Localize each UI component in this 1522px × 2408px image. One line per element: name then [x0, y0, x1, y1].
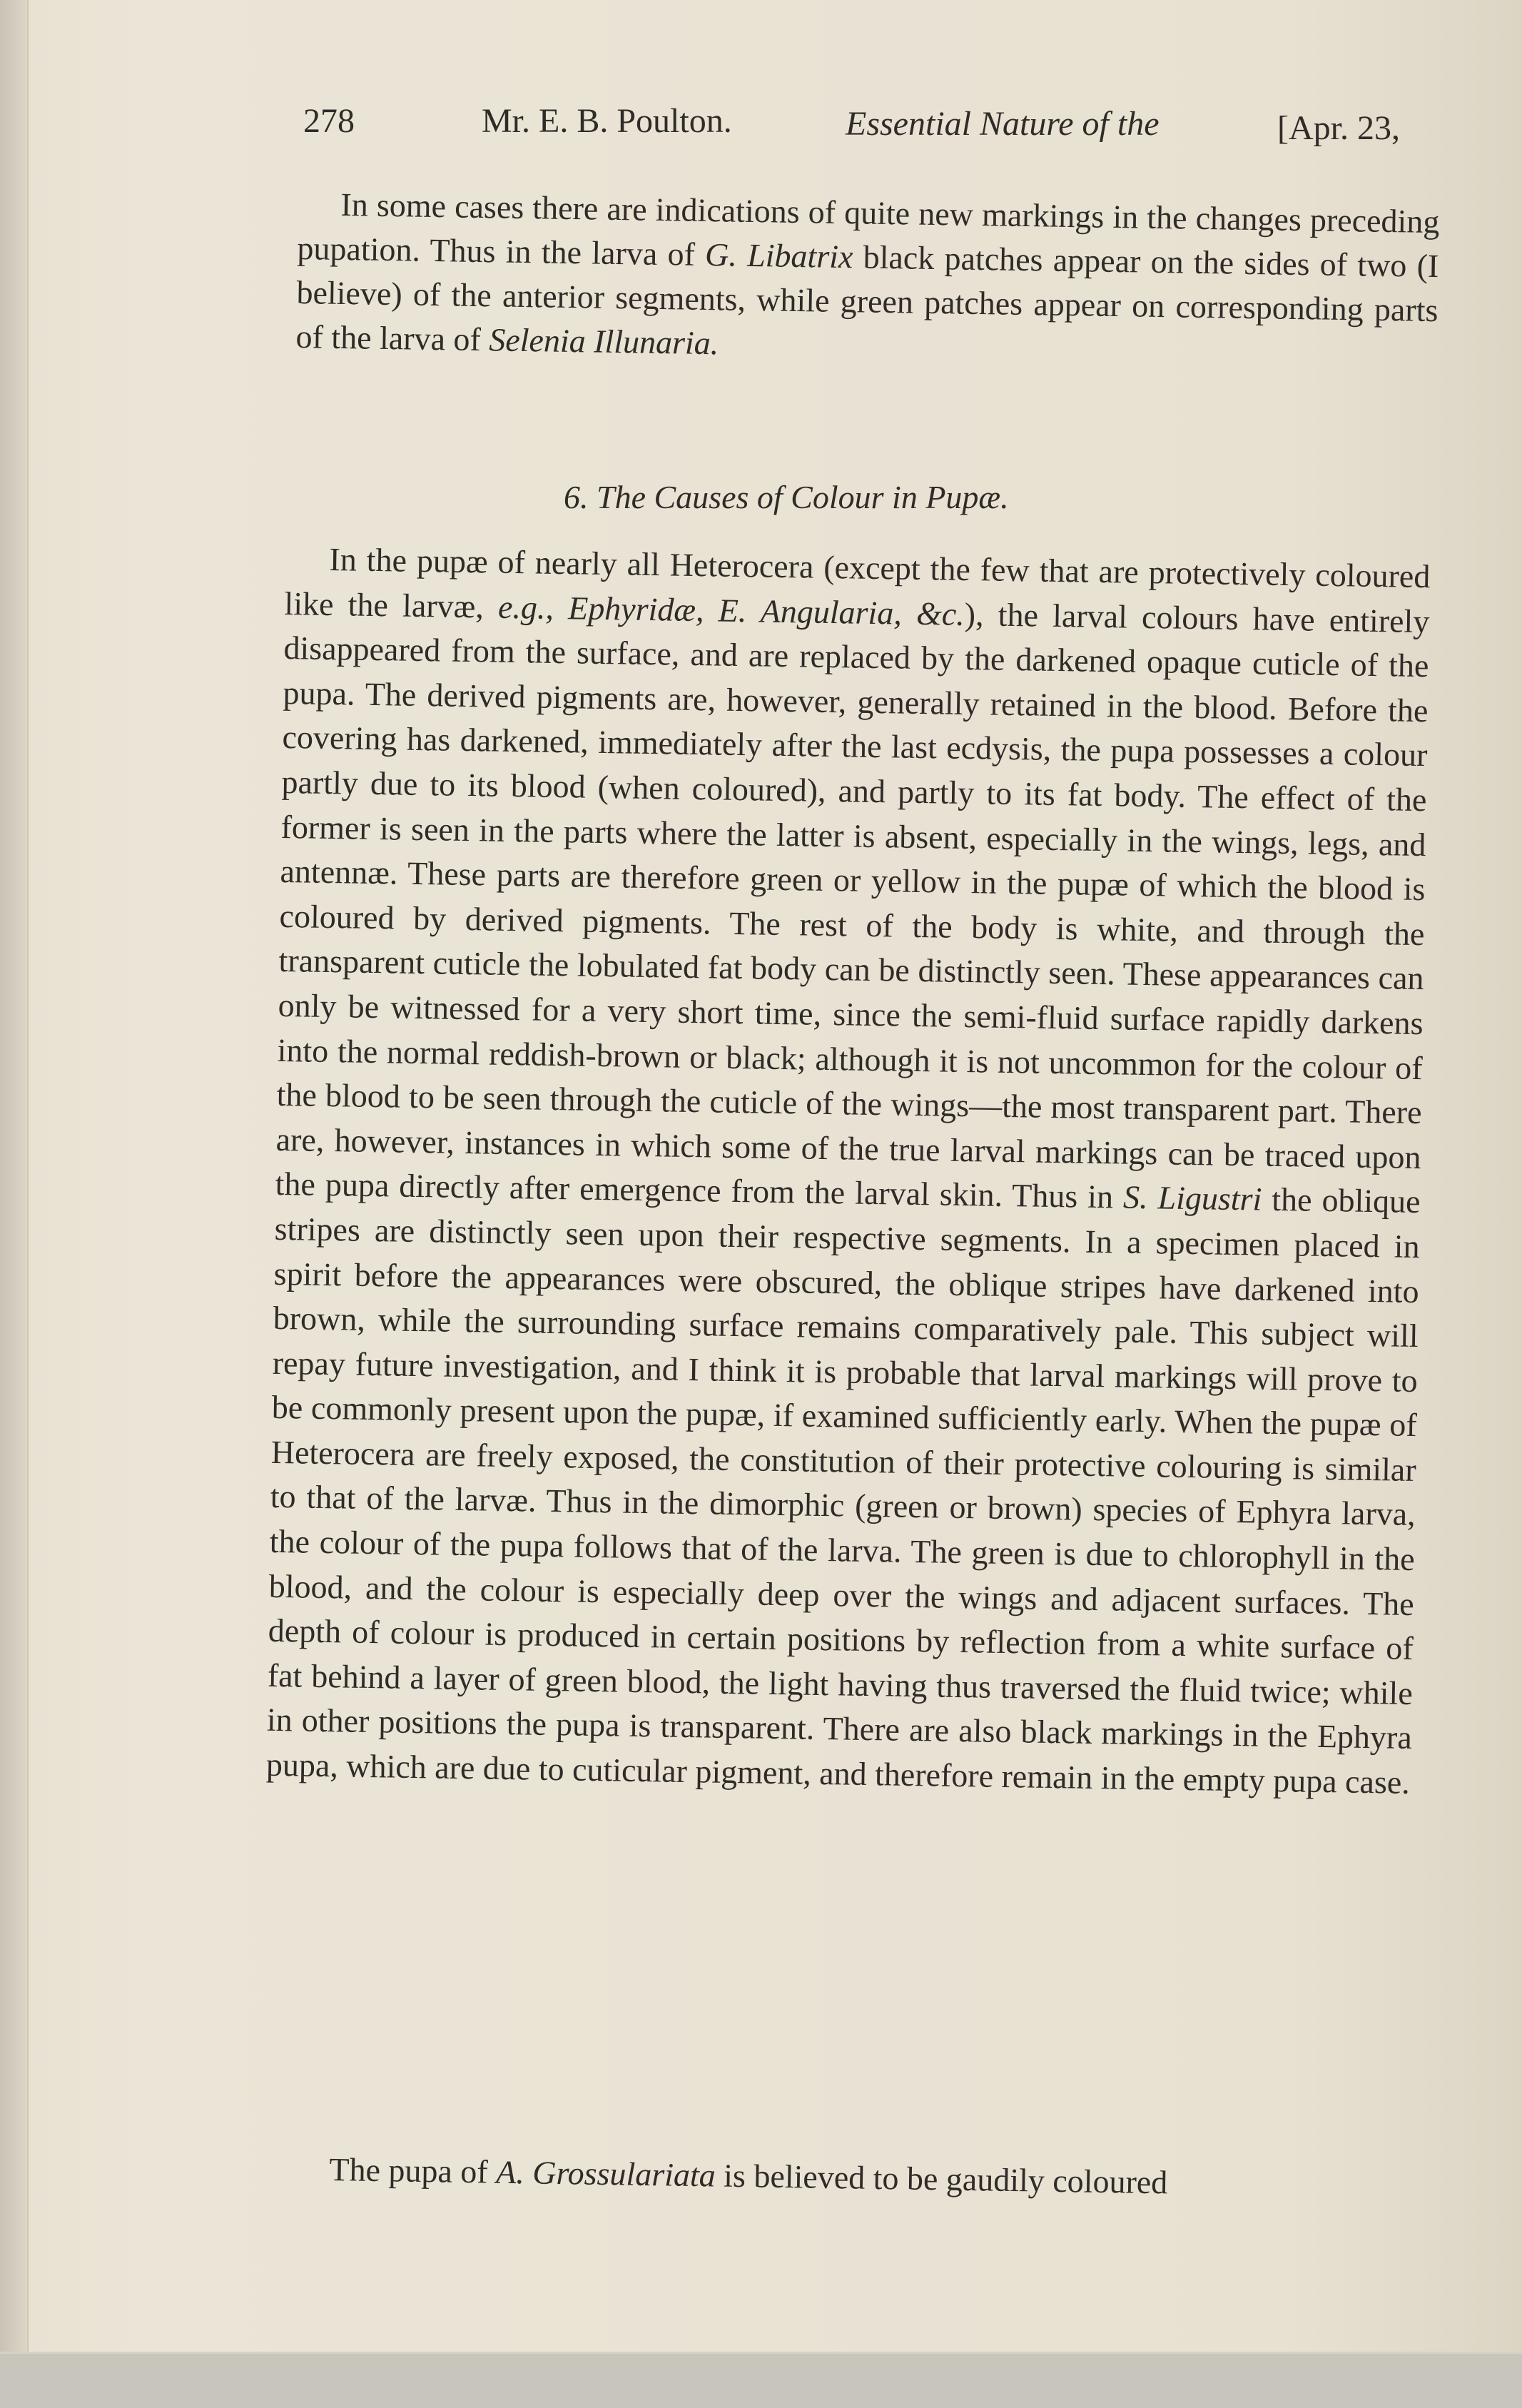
text-segment: The pupa of: [329, 2150, 497, 2190]
scan-bottom-margin: [0, 2352, 1522, 2408]
species-name: e.g., Ephyridæ, E. Angularia, &c.: [497, 588, 965, 632]
running-head-date: [Apr. 23,: [1277, 109, 1400, 147]
text-segment: In the pupæ of nearly all Heterocera (except the few that are protectively coloured like the larvæ,: [284, 540, 1431, 625]
species-name: G. Libatrix: [704, 236, 853, 275]
paragraph-pupa-colour: [265, 537, 1430, 1806]
section-heading: 6. The Causes of Colour in Pupæ.: [564, 479, 1009, 515]
running-head-author: Mr. E. B. Poulton.: [482, 102, 732, 140]
page-number: 278: [303, 102, 355, 140]
species-name: A. Grossulariata: [495, 2153, 716, 2194]
species-name: S. Ligustri: [1122, 1178, 1262, 1218]
text-segment: black patches appear on the sides of two (I believe) of the anterior segments, while green patches appear on corresponding parts of the larva of: [295, 238, 1439, 358]
text-segment: In some cases there are indications of quite new markings in the changes preceding pupation. Thus in the larva of: [297, 186, 1440, 273]
species-name: Selenia Illunaria.: [488, 321, 719, 362]
text-segment: ), the larval colours have entirely disappeared from the surface, and are replaced by the darkened opaque cuticle of the pupa. The derived pigments are, however, generally retained in the blood. Before the covering has darkened, immediately after the last ecdysis, the pupa possesses a colour partly due to its blood (when coloured), and partly to its fat body. The effect of the former is seen in the parts where the latter is absent, especially in the wings, legs, and antennæ. These parts are therefore green or yellow in the pupæ of which the blood is coloured by derived pigments. The rest of the body is white, and through the transparent cuticle the lobulated fat body can be distinctly seen. These appearances can only be witnessed for a very short time, since the semi-fluid surface rapidly darkens into the normal reddish-brown or black; although it is not uncommon for the colour of the blood to be seen through the cuticle of the wings—the most transparent part. There are, however, instances in which some of the true larval markings can be traced upon the pupa directly after emergence from the larval skin. Thus in: [275, 595, 1430, 1215]
running-head-title: Essential Nature of the: [846, 105, 1160, 143]
text-segment: is believed to be gaudily coloured: [715, 2157, 1168, 2201]
page-edge: [0, 0, 29, 2406]
running-head: [303, 94, 1473, 151]
paragraph-larval-markings: [295, 182, 1440, 377]
text-segment: the oblique stripes are distinctly seen upon their respective segments. In a specimen placed in spirit before the appearances were obscured, the oblique stripes have darkened into brown, while the surrounding surface remains comparatively pale. This subject will repay future investigation, and I think it is probable that larval markings will prove to be commonly present upon the pupæ, if examined sufficiently early. When the pupæ of Heterocera are freely exposed, the constitution of their protective colouring is similar to that of the larvæ. Thus in the dimorphic (green or brown) species of Ephyra larva, the colour of the pupa follows that of the larva. The green is due to chlorophyll in the blood, and the colour is especially deep over the wings and adjacent surfaces. The depth of colour is produced in certain positions by reflection from a white surface of fat behind a layer of green blood, the light having thus traversed the fluid twice; while in other positions the pupa is transparent. There are also black markings in the Ephyra pupa, which are due to cuticular pigment, and therefore remain in the empty pupa case.: [265, 1180, 1421, 1801]
